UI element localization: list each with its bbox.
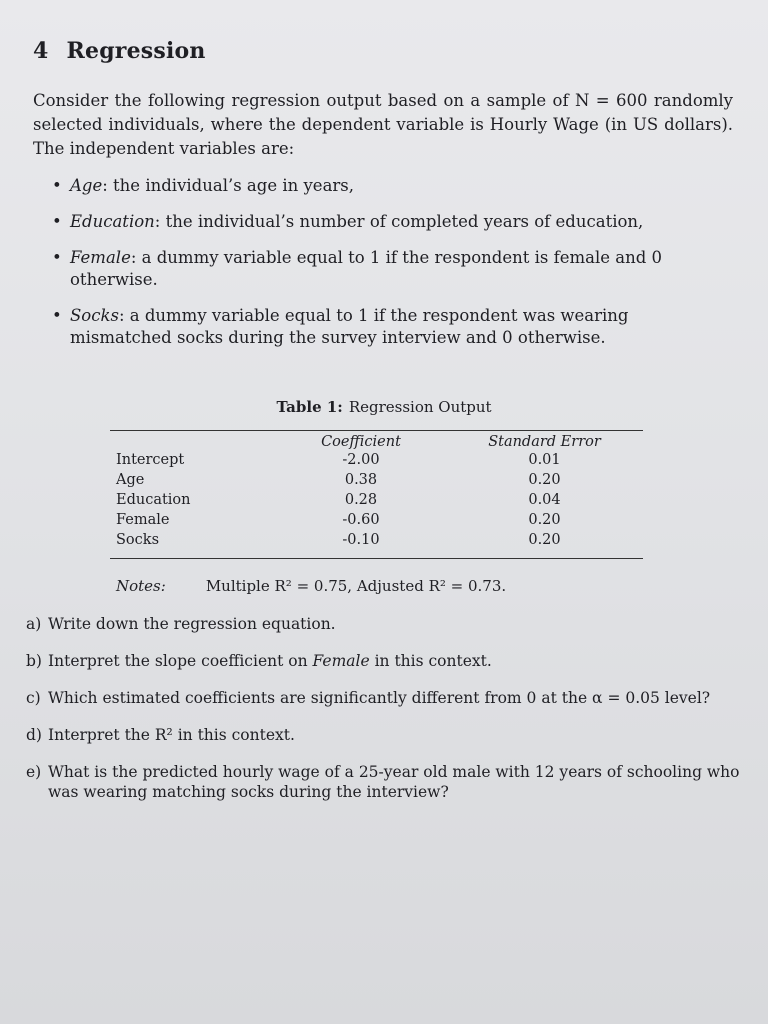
table-row [110, 450, 643, 470]
question-text: Write down the regression equation. [48, 615, 336, 633]
question-a [26, 614, 746, 634]
notes-label: Notes: [116, 577, 166, 595]
question-list [26, 614, 746, 819]
question-text-post: in this context. [369, 652, 492, 670]
table-caption-label: Table 1: [276, 398, 343, 416]
question-text: Which estimated coefficients are significantly different from 0 at the α = 0.05 level? [48, 689, 711, 707]
question-label: a) [26, 615, 42, 633]
variable-description: : a dummy variable equal to 1 if the respondent was wearing mismatched socks during the survey interview and 0 otherwise. [70, 306, 629, 347]
bullet-icon: • [52, 212, 62, 231]
row-coefficient: -0.10 [342, 532, 380, 548]
variable-name: Education [70, 212, 155, 231]
row-std-error: 0.20 [528, 472, 561, 488]
variable-name: Age [70, 176, 103, 195]
variable-description: : a dummy variable equal to 1 if the respondent is female and 0 otherwise. [70, 248, 663, 289]
section-heading [33, 38, 206, 64]
section-title: Regression [66, 38, 206, 64]
table-row [110, 530, 643, 550]
table-row [110, 470, 643, 490]
table-caption-title: Regression Output [348, 398, 492, 416]
row-variable: Education [116, 492, 191, 508]
row-coefficient: 0.28 [344, 492, 378, 508]
variable-name: Socks [70, 306, 119, 325]
variable-list [50, 175, 735, 363]
row-variable: Age [116, 472, 145, 488]
row-std-error: 0.20 [528, 512, 561, 528]
variable-name: Female [70, 248, 131, 267]
bullet-icon: • [52, 248, 62, 267]
row-variable: Female [116, 512, 170, 528]
variable-item-age [50, 175, 735, 197]
regression-table [110, 432, 643, 550]
table-top-rule [110, 430, 643, 431]
variable-item-socks [50, 305, 735, 349]
section-number: 4 [33, 38, 49, 64]
bullet-icon: • [52, 176, 62, 195]
row-variable: Intercept [116, 452, 185, 468]
table-bottom-rule [110, 558, 643, 559]
table-notes [116, 577, 506, 595]
row-std-error: 0.20 [528, 532, 561, 548]
question-emphasis: Female [312, 652, 370, 670]
question-label: c) [26, 689, 41, 707]
header-std-error: Standard Error [488, 434, 601, 450]
row-variable: Socks [116, 532, 160, 548]
question-text: What is the predicted hourly wage of a 25-year old male with 12 years of schooling who was wearing matching socks during the interview? [48, 763, 740, 801]
row-coefficient: -2.00 [342, 452, 380, 468]
row-coefficient: 0.38 [344, 472, 378, 488]
row-std-error: 0.01 [528, 452, 561, 468]
variable-description: : the individual’s age in years, [102, 176, 355, 195]
variable-description: : the individual’s number of completed years of education, [154, 212, 644, 231]
header-coefficient: Coefficient [321, 434, 401, 450]
variable-item-education [50, 211, 735, 233]
question-text: Interpret the R² in this context. [48, 726, 295, 744]
row-std-error: 0.04 [528, 492, 561, 508]
intro-paragraph: Consider the following regression output based on a sample of N = 600 randomly selected individuals, where the dependent variable is Hourly Wage (in US dollars). The independent variables are: [33, 91, 733, 158]
question-d [26, 725, 746, 745]
bullet-icon: • [52, 306, 62, 325]
variable-item-female [50, 247, 735, 291]
question-b [26, 651, 746, 671]
question-text-pre: Interpret the slope coefficient on [48, 652, 313, 670]
table-row [110, 510, 643, 530]
notes-text: Multiple R² = 0.75, Adjusted R² = 0.73. [205, 577, 507, 595]
question-label: d) [26, 726, 42, 744]
row-coefficient: -0.60 [342, 512, 380, 528]
question-c [26, 688, 746, 708]
header-variable [110, 432, 276, 450]
table-caption [0, 398, 768, 416]
question-label: e) [26, 763, 42, 781]
question-e [26, 762, 746, 802]
question-label: b) [26, 652, 42, 670]
table-row [110, 490, 643, 510]
table-header-row [110, 432, 643, 450]
